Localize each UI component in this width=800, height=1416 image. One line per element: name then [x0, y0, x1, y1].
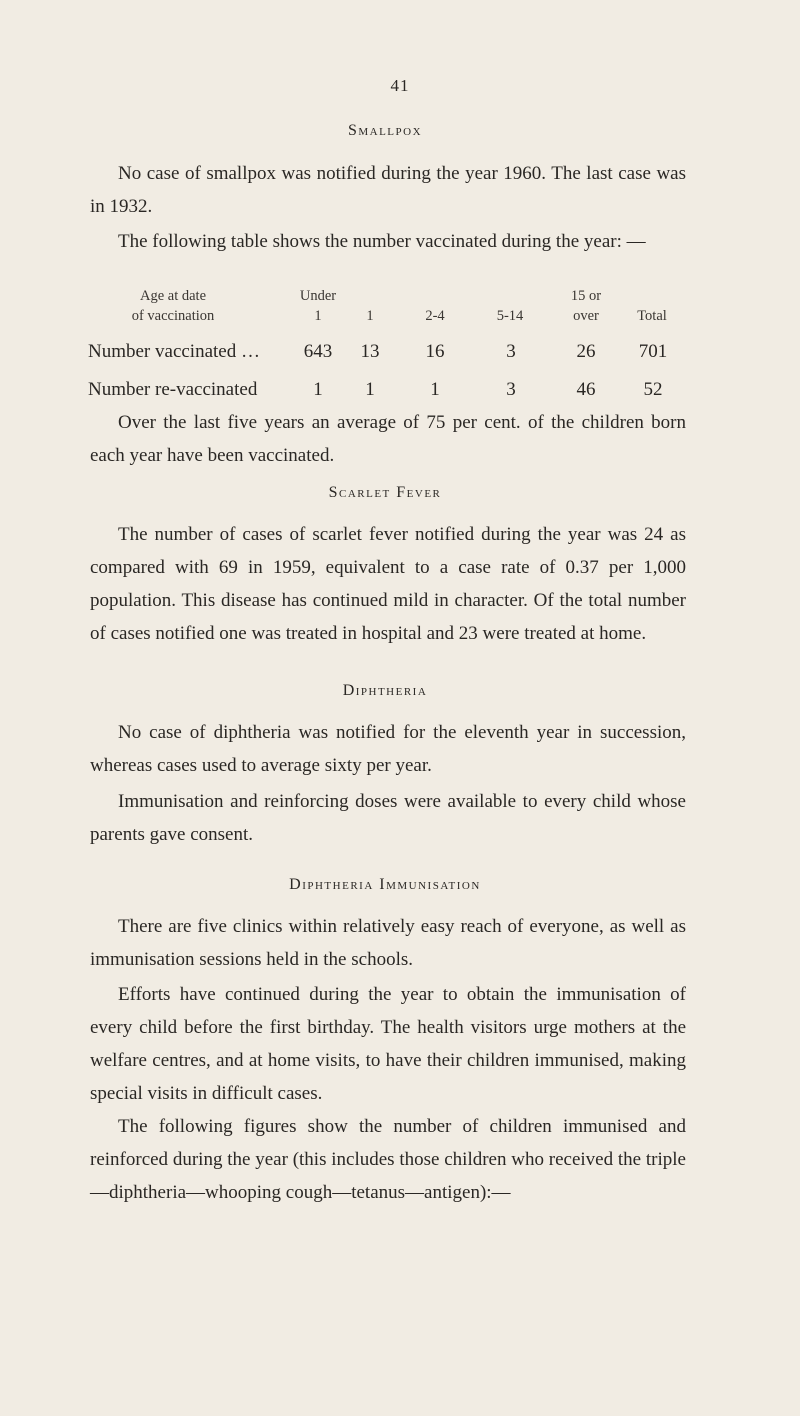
immunisation-paragraph-1 — [90, 910, 686, 976]
cell-15-over: 46 — [576, 379, 596, 400]
cell-2-4: 16 — [425, 341, 445, 362]
cell-1: 1 — [365, 379, 375, 400]
section-heading-diphtheria-immunisation: Diphtheria Immunisation — [289, 876, 481, 893]
header-age-5-14: 5-14 — [496, 308, 524, 324]
cell-5-14: 3 — [506, 379, 516, 400]
page-number: 41 — [390, 76, 410, 95]
header-age-line2: of vaccination — [131, 308, 215, 324]
header-under-1 — [288, 286, 348, 326]
immunisation-paragraph-3 — [90, 1110, 686, 1209]
smallpox-paragraph-2 — [90, 225, 686, 258]
diphtheria-paragraph-2-text: Immunisation and reinforcing doses were available to every child whose parents gave consent. — [90, 791, 686, 845]
table-row — [88, 336, 688, 368]
cell-total: 701 — [638, 341, 668, 362]
cell-5-14: 3 — [506, 341, 516, 362]
vaccination-table — [88, 286, 688, 406]
row-label-revaccinated: Number re-vaccinated — [88, 379, 258, 400]
row-label-vaccinated: Number vaccinated … — [88, 341, 260, 362]
section-heading-scarlet-fever: Scarlet Fever — [328, 484, 442, 501]
header-under-1-line1: Under — [299, 288, 337, 304]
immunisation-paragraph-3-text: The following figures show the number of children immunised and reinforced during the year (this includes those children who received the triple—diphtheria—whooping cough—tetanus—antigen):— — [90, 1116, 686, 1203]
cell-15-over: 26 — [576, 341, 596, 362]
smallpox-paragraph-1 — [90, 157, 686, 223]
header-age-15-over — [556, 286, 616, 326]
header-total: Total — [637, 308, 667, 324]
cell-under-1: 643 — [303, 341, 333, 362]
cell-under-1: 1 — [313, 379, 323, 400]
header-age — [88, 286, 258, 326]
immunisation-paragraph-2 — [90, 978, 686, 1110]
smallpox-paragraph-2-text: The following table shows the number vaccinated during the year: — — [118, 231, 646, 252]
table-header — [88, 286, 688, 336]
header-age-1: 1 — [366, 308, 374, 324]
immunisation-paragraph-1-text: There are five clinics within relatively easy reach of everyone, as well as immunisation sessions held in the schools. — [90, 916, 686, 970]
cell-2-4: 1 — [430, 379, 440, 400]
scarlet-fever-paragraph-1-text: The number of cases of scarlet fever notified during the year was 24 as compared with 69 in 1959, equivalent to a case rate of 0.37 per 1,000 population. This disease has continued mild in character. Of the total number of cases notified one was treated in hospital and 23 were treated at home. — [90, 524, 686, 644]
diphtheria-paragraph-2 — [90, 785, 686, 851]
scarlet-fever-paragraph-1 — [90, 518, 686, 650]
smallpox-paragraph-3-text: Over the last five years an average of 75 per cent. of the children born each year have been vaccinated. — [90, 412, 686, 466]
table-row — [88, 374, 688, 406]
smallpox-paragraph-3 — [90, 406, 686, 472]
immunisation-paragraph-2-text: Efforts have continued during the year to obtain the immunisation of every child before the first birthday. The health visitors urge mothers at the welfare centres, and at home visits, to have their children immunised, making special visits in difficult cases. — [90, 984, 686, 1104]
smallpox-paragraph-1-text: No case of smallpox was notified during the year 1960. The last case was in 1932. — [90, 163, 686, 217]
header-age-line1: Age at date — [139, 288, 207, 304]
header-15-over-line1: 15 or — [570, 288, 602, 304]
diphtheria-paragraph-1-text: No case of diphtheria was notified for the eleventh year in succession, whereas cases used to average sixty per year. — [90, 722, 686, 776]
cell-1: 13 — [360, 341, 380, 362]
header-15-over-line2: over — [573, 308, 599, 324]
section-heading-diphtheria: Diphtheria — [342, 682, 428, 699]
cell-total: 52 — [643, 379, 663, 400]
diphtheria-paragraph-1 — [90, 716, 686, 782]
header-under-1-line2: 1 — [314, 308, 322, 324]
header-age-2-4: 2-4 — [425, 308, 445, 324]
section-heading-smallpox: Smallpox — [347, 122, 423, 139]
